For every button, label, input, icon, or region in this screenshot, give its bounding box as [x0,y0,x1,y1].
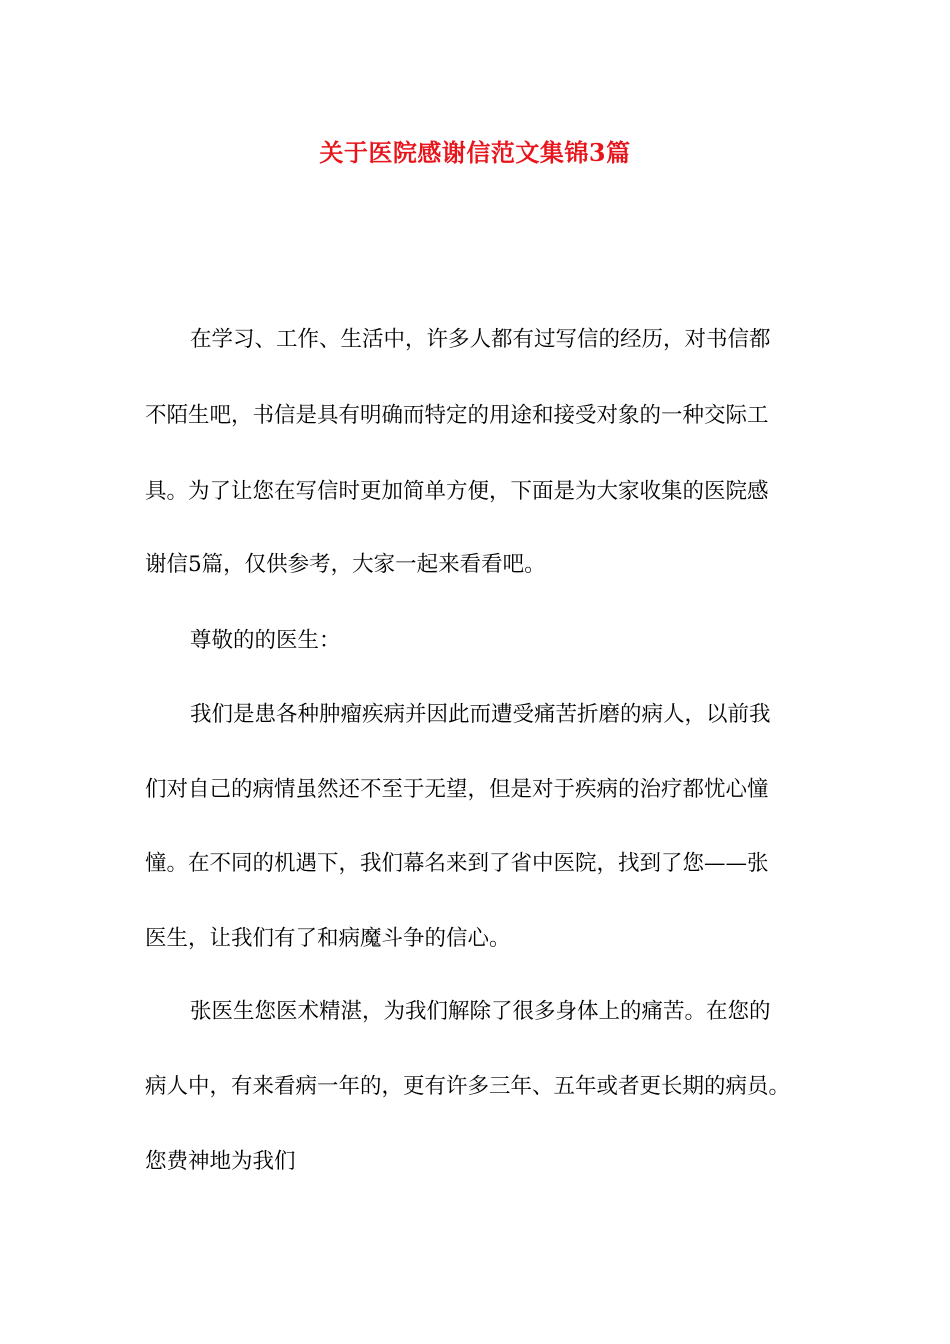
paragraph-3-line-3: 您费神地为我们 [145,1149,296,1174]
document-title: 关于医院感谢信范文集锦3篇 [319,138,631,167]
paragraph-1-line-3: 具。为了让您在写信时更加简单方便，下面是为大家收集的医院感 [145,479,769,504]
paragraph-2-line-4: 医生，让我们有了和病魔斗争的信心。 [145,926,511,951]
salutation: 尊敬的的医生： [190,628,341,653]
paragraph-3-line-1: 张医生您医术精湛，为我们解除了很多身体上的痛苦。在您的 [190,999,771,1024]
paragraph-2-line-3: 憧。在不同的机遇下，我们幕名来到了省中医院，找到了您——张 [145,851,769,876]
paragraph-1-line-4: 谢信5篇，仅供参考，大家一起来看看吧。 [145,552,546,577]
paragraph-1-line-1: 在学习、工作、生活中，许多人都有过写信的经历，对书信都 [190,327,771,352]
paragraph-2-line-1: 我们是患各种肿瘤疾病并因此而遭受痛苦折磨的病人，以前我 [190,702,771,727]
paragraph-1-line-2: 不陌生吧，书信是具有明确而特定的用途和接受对象的一种交际工 [145,403,769,428]
paragraph-2-line-2: 们对自己的病情虽然还不至于无望，但是对于疾病的治疗都忧心憧 [145,777,769,802]
paragraph-3-line-2: 病人中，有来看病一年的，更有许多三年、五年或者更长期的病员。 [145,1074,791,1099]
